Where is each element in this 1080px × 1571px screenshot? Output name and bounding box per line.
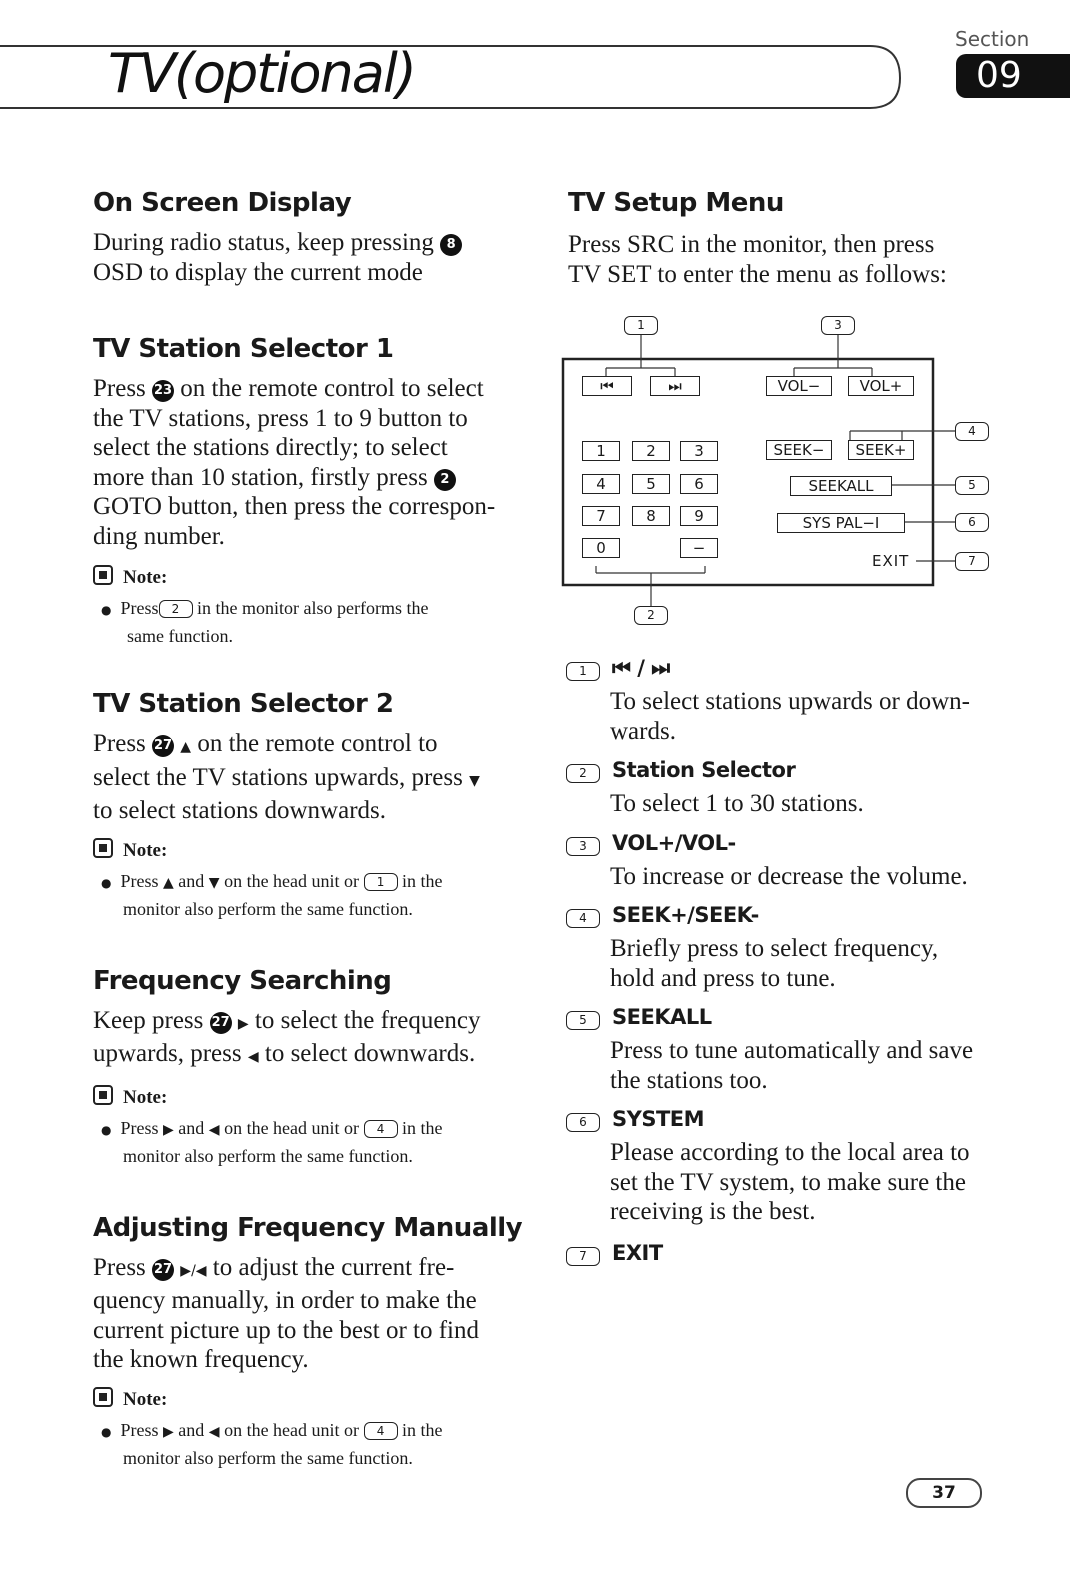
legend-desc-6: Please according to the local area to set the TV system, to make sure the receiving is the best. — [610, 1139, 970, 1225]
left-column — [93, 188, 533, 1471]
callout-1: 1 — [624, 316, 658, 335]
legend-item-5 — [566, 1005, 1026, 1095]
legend-desc-2: To select 1 to 30 stations. — [610, 790, 864, 817]
callout-6: 6 — [955, 513, 989, 532]
page-number: 37 — [906, 1478, 982, 1508]
monitor-key: 2 — [159, 600, 193, 618]
osd-button-number: 8 — [440, 234, 462, 256]
seekall-button[interactable]: SEEKALL — [790, 476, 892, 496]
legend-key-1: 1 — [566, 662, 600, 681]
legend-title-3: VOL+/VOL- — [612, 830, 736, 855]
setup-menu-diagram — [560, 310, 1000, 630]
monitor-key: 4 — [364, 1120, 398, 1138]
sys-pal-button[interactable]: SYS PAL−I — [777, 513, 905, 533]
selector2-note: Note: ● Press ▲ and ▼ on the head unit or 1 in the monitor also perform the same function. — [93, 838, 533, 922]
legend-key-5: 5 — [566, 1011, 600, 1030]
legend-key-3: 3 — [566, 837, 600, 856]
left-arrow-icon: ◀ — [247, 1049, 259, 1065]
note-icon — [93, 1085, 113, 1105]
digit-3-button[interactable]: 3 — [680, 441, 718, 461]
selector2-button-number: 27 — [152, 735, 174, 757]
legend-desc-4: Briefly press to select frequency, hold and press to tune. — [610, 935, 939, 992]
digit-1-button[interactable]: 1 — [582, 441, 620, 461]
page-title: TV(optional) — [108, 42, 415, 105]
legend-title-7: EXIT — [612, 1240, 663, 1265]
selector2-heading: TV Station Selector 2 — [93, 689, 394, 719]
selector1-note: Note: ● Press 2 in the monitor also performs the same function. — [93, 565, 533, 649]
exit-label[interactable]: EXIT — [872, 552, 910, 570]
note-icon — [93, 838, 113, 858]
digit-0-button[interactable]: 0 — [582, 538, 620, 558]
legend-item-4 — [566, 903, 1026, 993]
legend-item-7 — [566, 1241, 1026, 1266]
digit-7-button[interactable]: 7 — [582, 506, 620, 526]
legend-key-2: 2 — [566, 764, 600, 783]
legend-key-6: 6 — [566, 1113, 600, 1132]
setup-text: Press SRC in the monitor, then press TV SET to enter the menu as follows: — [568, 231, 947, 288]
legend-title-1: ⏮ / ⏭ — [612, 656, 670, 680]
seek-plus-button[interactable]: SEEK+ — [848, 440, 914, 460]
setup-heading: TV Setup Menu — [568, 188, 784, 218]
dash-button[interactable]: − — [680, 538, 718, 558]
digit-2-button[interactable]: 2 — [632, 441, 670, 461]
left-arrow-icon: ◀ — [208, 1121, 220, 1138]
digit-9-button[interactable]: 9 — [680, 506, 718, 526]
legend-title-6: SYSTEM — [612, 1107, 705, 1131]
note-icon — [93, 1387, 113, 1407]
digit-8-button[interactable]: 8 — [632, 506, 670, 526]
digit-6-button[interactable]: 6 — [680, 474, 718, 494]
selector1-heading: TV Station Selector 1 — [93, 334, 394, 364]
manual-heading: Adjusting Frequency Manually — [93, 1212, 523, 1243]
up-arrow-icon: ▲ — [163, 874, 174, 891]
left-arrow-icon: ◀ — [208, 1423, 220, 1440]
right-arrow-icon: ▶ — [237, 1015, 249, 1032]
frequency-note: Note: ● Press ▶ and ◀ on the head unit or 4 in the monitor also perform the same function. — [93, 1085, 533, 1169]
diagram-lines — [560, 310, 1000, 630]
next-station-button[interactable]: ⏭ — [650, 376, 700, 396]
legend-title-2: Station Selector — [612, 758, 796, 782]
legend-desc-5: Press to tune automatically and save the stations too. — [610, 1037, 974, 1094]
legend-desc-3: To increase or decrease the volume. — [610, 862, 968, 890]
callout-2: 2 — [634, 606, 668, 625]
right-left-arrows-icon: ▶/◀ — [180, 1262, 207, 1279]
vol-minus-button[interactable]: VOL− — [766, 376, 832, 396]
legend-item-6 — [566, 1107, 1026, 1227]
right-arrow-icon: ▶ — [163, 1121, 174, 1138]
selector2-text: Press 27 ▲ on the remote control to select the TV stations upwards, press ▼ to select stations downwards. — [93, 730, 480, 824]
note-icon — [93, 565, 113, 585]
legend-item-1 — [566, 656, 1026, 746]
down-arrow-icon: ▼ — [208, 874, 220, 891]
legend-item-2 — [566, 758, 1026, 819]
legend-desc-1: To select stations upwards or down- wards. — [610, 688, 970, 745]
legend-list — [566, 656, 1026, 1266]
up-arrow-icon: ▲ — [180, 739, 192, 755]
goto-button-number: 2 — [434, 469, 456, 491]
selector1-text: Press 23 on the remote control to select the TV stations, press 1 to 9 button to select the stations directly; to select more than 10 station, firstly press 2 GOTO button, then press the correspon- ding number. — [93, 375, 496, 550]
legend-key-4: 4 — [566, 909, 600, 928]
seek-minus-button[interactable]: SEEK− — [766, 440, 832, 460]
section-number-badge: 09 — [956, 54, 1070, 98]
selector1-button-number: 23 — [152, 380, 174, 402]
digit-4-button[interactable]: 4 — [582, 474, 620, 494]
section-label: Section — [955, 27, 1030, 51]
callout-7: 7 — [955, 552, 989, 571]
down-arrow-icon: ▼ — [469, 772, 480, 789]
manual-note: Note: ● Press ▶ and ◀ on the head unit or 4 in the monitor also perform the same function. — [93, 1387, 533, 1471]
right-arrow-icon: ▶ — [163, 1423, 174, 1440]
vol-plus-button[interactable]: VOL+ — [848, 376, 914, 396]
legend-item-3 — [566, 831, 1026, 892]
manual-button-number: 27 — [152, 1259, 174, 1281]
legend-key-7: 7 — [566, 1247, 600, 1266]
legend-title-5: SEEKALL — [612, 1005, 712, 1029]
callout-5: 5 — [955, 476, 989, 495]
callout-3: 3 — [821, 316, 855, 335]
frequency-text: Keep press 27 ▶ to select the frequency upwards, press ◀ to select downwards. — [93, 1006, 481, 1067]
prev-station-button[interactable]: ⏮ — [582, 376, 632, 396]
frequency-button-number: 27 — [210, 1012, 232, 1034]
manual-text: Press 27 ▶/◀ to adjust the current fre- quency manually, in order to make the current picture up to the best or to find the known frequency. — [93, 1253, 479, 1373]
frequency-heading: Frequency Searching — [93, 965, 392, 996]
monitor-key: 4 — [364, 1422, 398, 1440]
callout-4: 4 — [955, 422, 989, 441]
monitor-key: 1 — [364, 873, 398, 891]
digit-5-button[interactable]: 5 — [632, 474, 670, 494]
legend-title-4: SEEK+/SEEK- — [612, 903, 759, 927]
osd-heading: On Screen Display — [93, 188, 352, 218]
osd-text: During radio status, keep pressing 8 OSD to display the current mode — [93, 228, 533, 287]
